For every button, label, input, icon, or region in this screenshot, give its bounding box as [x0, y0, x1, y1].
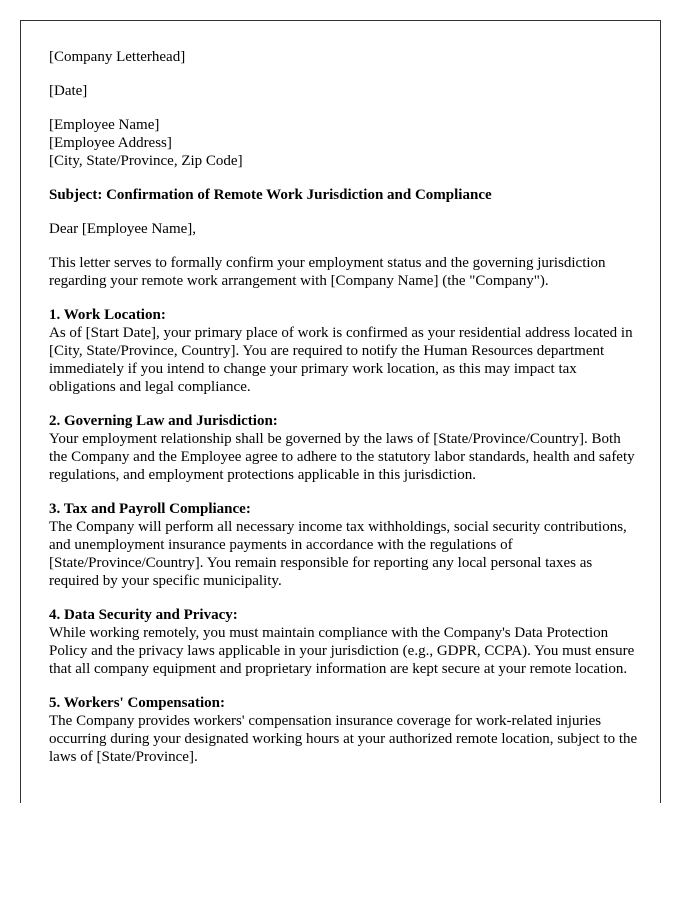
letter-date: [Date]	[49, 83, 88, 99]
letter-content	[49, 48, 639, 766]
section-body: As of [Start Date], your primary place of work is confirmed as your residential address located in [City, State/Province, Country]. You are required to notify the Human Resources department immediately if you intend to change your primary work location, as this may impact tax obligations and legal compliance.	[49, 325, 633, 395]
section-heading: 4. Data Security and Privacy:	[49, 607, 238, 623]
recipient-name: [Employee Name]	[49, 117, 160, 133]
section-body: The Company provides workers' compensation insurance coverage for work-related injuries occurring during your designated working hours at your authorized remote location, subject to the laws of [State/Province].	[49, 713, 638, 765]
section-work-location	[49, 306, 639, 396]
section-governing-law	[49, 412, 639, 484]
letter-subject: Subject: Confirmation of Remote Work Jurisdiction and Compliance	[49, 187, 492, 203]
section-body: The Company will perform all necessary income tax withholdings, social security contributions, and unemployment insurance payments in accordance with the regulations of [State/Province/Country]. You remain responsible for reporting any local personal taxes as required by your specific municipality.	[49, 519, 627, 589]
section-tax-payroll	[49, 500, 639, 590]
section-heading: 2. Governing Law and Jurisdiction:	[49, 413, 278, 429]
recipient-block	[49, 116, 639, 170]
section-body: While working remotely, you must maintain compliance with the Company's Data Protection Policy and the privacy laws applicable in your jurisdiction (e.g., GDPR, CCPA). You must ensure that all company equipment and proprietary information are kept secure at your remote location.	[49, 625, 635, 677]
intro-paragraph: This letter serves to formally confirm your employment status and the governing jurisdiction regarding your remote work arrangement with [Company Name] (the "Company").	[49, 255, 606, 289]
salutation: Dear [Employee Name],	[49, 221, 197, 237]
recipient-address: [Employee Address]	[49, 135, 172, 151]
section-heading: 1. Work Location:	[49, 307, 166, 323]
letter-page	[20, 20, 661, 803]
company-letterhead: [Company Letterhead]	[49, 49, 186, 65]
recipient-city: [City, State/Province, Zip Code]	[49, 153, 243, 169]
section-data-security	[49, 606, 639, 678]
section-body: Your employment relationship shall be governed by the laws of [State/Province/Country]. Both the Company and the Employee agree to adhere to the statutory labor standards, health and safety regulations, and employment protections applicable in this jurisdiction.	[49, 431, 635, 483]
section-heading: 3. Tax and Payroll Compliance:	[49, 501, 251, 517]
section-workers-compensation	[49, 694, 639, 766]
section-heading: 5. Workers' Compensation:	[49, 695, 225, 711]
